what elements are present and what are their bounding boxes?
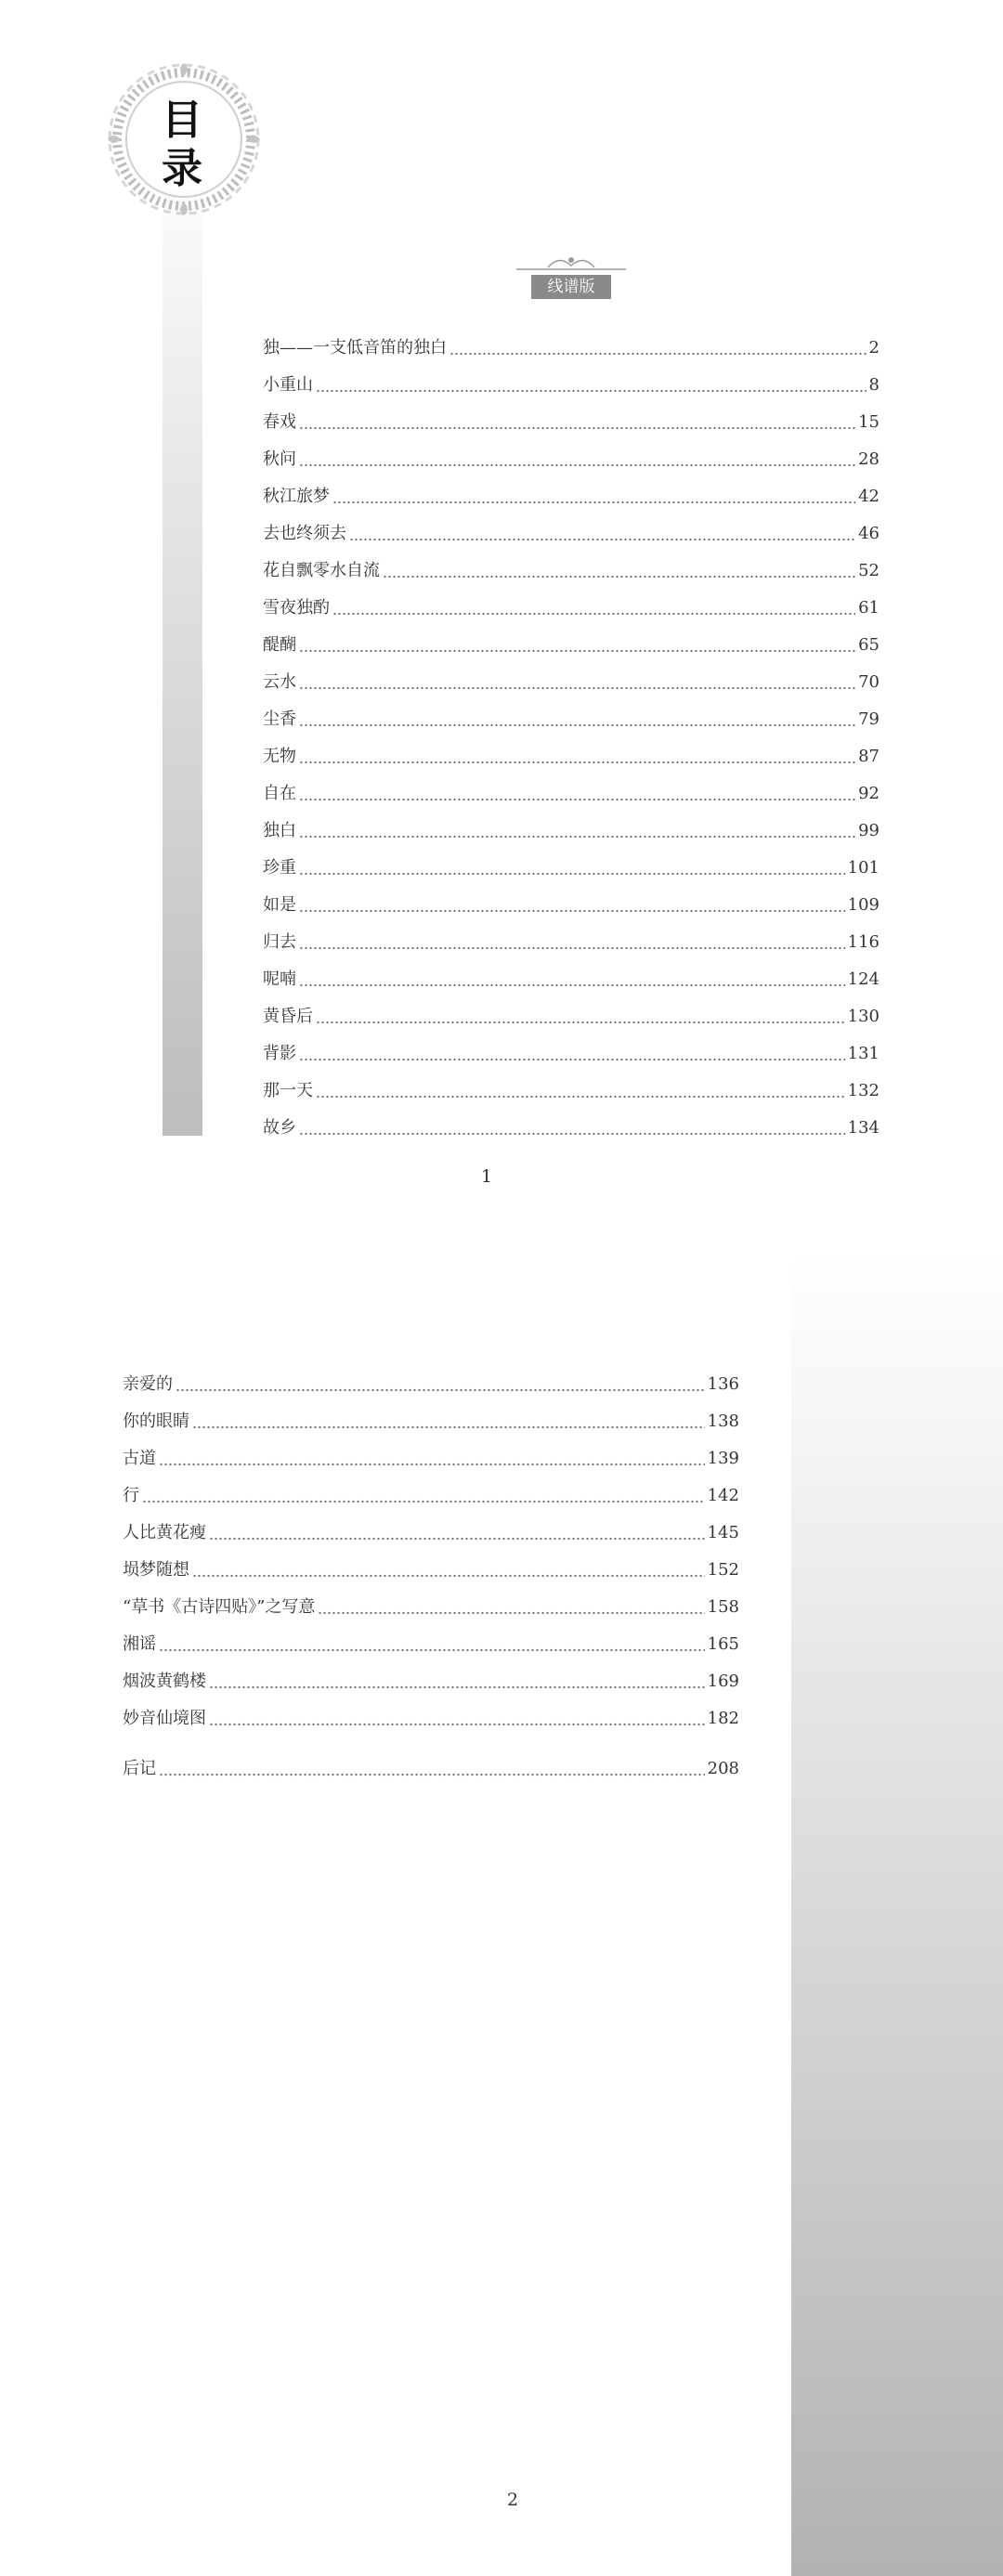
- toc-list-page-1: [263, 330, 879, 1147]
- leader-dots: [192, 1573, 705, 1579]
- toc-entry-page: 152: [707, 1560, 739, 1580]
- contents-heading-char-1: 目: [162, 97, 202, 144]
- toc-entry[interactable]: [263, 590, 879, 627]
- toc-spacer: [123, 1737, 739, 1750]
- leader-dots: [176, 1387, 705, 1393]
- leader-dots: [299, 834, 855, 839]
- toc-entry-page: 28: [858, 449, 879, 469]
- contents-heading-char-2: 录: [162, 145, 202, 192]
- leader-dots: [299, 1131, 845, 1137]
- toc-entry-page: 99: [858, 821, 879, 840]
- leader-dots: [209, 1685, 705, 1690]
- leader-dots: [332, 611, 855, 617]
- toc-entry-page: 142: [707, 1486, 739, 1505]
- toc-entry-page: 101: [847, 858, 879, 878]
- toc-entry-title: 独白: [263, 821, 296, 840]
- toc-entry[interactable]: [263, 924, 879, 961]
- leader-dots: [299, 425, 855, 431]
- toc-entry-page: 132: [847, 1081, 879, 1100]
- toc-entry[interactable]: [263, 664, 879, 701]
- toc-entry-title: 秋江旅梦: [263, 487, 330, 506]
- leader-dots: [209, 1722, 705, 1727]
- toc-entry-title: 埙梦随想: [123, 1560, 189, 1580]
- toc-entry[interactable]: [123, 1552, 739, 1589]
- toc-entry[interactable]: [123, 1663, 739, 1700]
- toc-entry-title: 如是: [263, 895, 296, 915]
- toc-entry-page: 145: [707, 1523, 739, 1542]
- edition-badge-group: [511, 251, 632, 306]
- toc-entry-title: 亲爱的: [123, 1374, 173, 1394]
- leader-dots: [299, 982, 845, 988]
- edition-badge: 线谱版: [531, 275, 611, 299]
- toc-entry-page: 8: [868, 375, 879, 395]
- leader-dots: [159, 1462, 705, 1467]
- toc-entry-page: 109: [847, 895, 879, 915]
- toc-entry[interactable]: [263, 998, 879, 1035]
- leader-dots: [299, 797, 855, 802]
- toc-entry-title: 春戏: [263, 412, 296, 432]
- toc-entry[interactable]: [123, 1440, 739, 1477]
- toc-entry[interactable]: [263, 553, 879, 590]
- toc-entry[interactable]: [263, 775, 879, 813]
- toc-entry-title: 秋问: [263, 449, 296, 469]
- toc-entry[interactable]: [123, 1477, 739, 1515]
- toc-entry-page: 46: [858, 524, 879, 543]
- toc-entry[interactable]: [263, 441, 879, 478]
- toc-entry-title: 烟波黄鹤楼: [123, 1672, 206, 1691]
- toc-entry-page: 134: [847, 1118, 879, 1138]
- toc-entry-page: 2: [868, 338, 879, 358]
- toc-entry-title: 行: [123, 1486, 139, 1505]
- leader-dots: [299, 648, 855, 654]
- toc-entry-page: 139: [707, 1449, 739, 1468]
- toc-entry-title: 古道: [123, 1449, 156, 1468]
- contents-heading: [156, 97, 208, 193]
- leader-dots: [209, 1536, 705, 1542]
- toc-entry[interactable]: [263, 627, 879, 664]
- leader-dots: [349, 537, 855, 542]
- toc-entry-page: 124: [847, 969, 879, 989]
- leader-dots: [299, 908, 845, 914]
- toc-entry[interactable]: [263, 813, 879, 850]
- leader-dots: [332, 500, 855, 505]
- leader-dots: [316, 1020, 845, 1025]
- toc-entry[interactable]: [123, 1589, 739, 1626]
- toc-entry-page: 65: [858, 635, 879, 655]
- toc-entry[interactable]: [263, 701, 879, 738]
- toc-entry[interactable]: [263, 367, 879, 404]
- toc-entry[interactable]: [263, 887, 879, 924]
- leader-dots: [299, 462, 855, 468]
- toc-entry-page: 15: [858, 412, 879, 432]
- toc-entry-afterword[interactable]: [123, 1750, 739, 1788]
- toc-entry-title: 无物: [263, 747, 296, 766]
- leader-dots: [299, 722, 855, 728]
- decorative-vertical-bar: [163, 139, 202, 1136]
- toc-entry-page: 208: [707, 1759, 739, 1778]
- toc-entry[interactable]: [263, 1110, 879, 1147]
- toc-entry-page: 42: [858, 487, 879, 506]
- toc-entry-page: 79: [858, 709, 879, 729]
- leader-dots: [299, 871, 845, 877]
- leader-dots: [383, 574, 855, 579]
- toc-entry[interactable]: [263, 1073, 879, 1110]
- toc-entry-title: 小重山: [263, 375, 313, 395]
- toc-entry-title: 你的眼睛: [123, 1412, 189, 1431]
- toc-entry-title: 独——一支低音笛的独白: [263, 338, 447, 358]
- decorative-side-panel: [791, 1255, 1003, 2576]
- toc-entry-page: 136: [707, 1374, 739, 1394]
- toc-entry[interactable]: [123, 1700, 739, 1737]
- toc-entry[interactable]: [123, 1515, 739, 1552]
- toc-entry-title: 尘香: [263, 709, 296, 729]
- leader-dots: [316, 1094, 845, 1099]
- toc-entry-title: 归去: [263, 932, 296, 952]
- toc-entry[interactable]: [123, 1626, 739, 1663]
- toc-entry-title: 故乡: [263, 1118, 296, 1138]
- toc-entry-page: 52: [858, 561, 879, 580]
- toc-entry-title: 花自飘零水自流: [263, 561, 380, 580]
- leader-dots: [318, 1610, 704, 1616]
- toc-entry[interactable]: [123, 1403, 739, 1440]
- toc-entry[interactable]: [263, 515, 879, 553]
- toc-entry-title: 后记: [123, 1759, 156, 1778]
- toc-entry-title: 醍醐: [263, 635, 296, 655]
- leader-dots: [299, 685, 855, 691]
- toc-entry-page: 61: [858, 598, 879, 618]
- leader-dots: [449, 351, 866, 357]
- toc-entry[interactable]: [263, 1035, 879, 1073]
- toc-entry-page: 116: [847, 932, 879, 952]
- leader-dots: [299, 945, 845, 951]
- toc-entry-page: 182: [707, 1709, 739, 1728]
- page-number: 1: [481, 1166, 493, 1187]
- toc-entry[interactable]: [263, 330, 879, 367]
- toc-entry-page: 70: [858, 672, 879, 692]
- toc-entry[interactable]: [263, 738, 879, 775]
- toc-entry-title: 妙音仙境图: [123, 1709, 206, 1728]
- page-number: 2: [507, 2490, 519, 2510]
- toc-entry-page: 131: [847, 1044, 879, 1063]
- leader-dots: [299, 760, 855, 765]
- toc-entry-title: 自在: [263, 784, 296, 803]
- toc-entry[interactable]: [263, 478, 879, 515]
- toc-entry-title: 呢喃: [263, 969, 296, 989]
- toc-entry[interactable]: [123, 1366, 739, 1403]
- toc-entry-title: 云水: [263, 672, 296, 692]
- flourish-ornament-icon: [511, 251, 632, 273]
- toc-entry-title: “草书《古诗四贴》”之写意: [123, 1597, 316, 1617]
- toc-entry-title: 那一天: [263, 1081, 313, 1100]
- toc-entry-page: 165: [707, 1634, 739, 1654]
- toc-entry[interactable]: [263, 850, 879, 887]
- leader-dots: [142, 1499, 705, 1504]
- leader-dots: [192, 1425, 705, 1430]
- toc-entry-title: 背影: [263, 1044, 296, 1063]
- leader-dots: [159, 1647, 705, 1653]
- toc-entry-title: 珍重: [263, 858, 296, 878]
- toc-entry-page: 138: [707, 1412, 739, 1431]
- toc-entry-page: 92: [858, 784, 879, 803]
- toc-entry-page: 158: [707, 1597, 739, 1617]
- leader-dots: [299, 1057, 845, 1062]
- toc-entry-page: 169: [707, 1672, 739, 1691]
- toc-list-page-2: [123, 1366, 739, 1788]
- leader-dots: [159, 1772, 705, 1777]
- toc-entry[interactable]: [263, 404, 879, 441]
- toc-entry-title: 去也终须去: [263, 524, 346, 543]
- leader-dots: [316, 388, 866, 394]
- toc-entry-title: 雪夜独酌: [263, 598, 330, 618]
- toc-entry[interactable]: [263, 961, 879, 998]
- contents-page-1: [0, 0, 1003, 1255]
- toc-entry-page: 130: [847, 1007, 879, 1026]
- toc-entry-title: 黄昏后: [263, 1007, 313, 1026]
- toc-entry-title: 人比黄花瘦: [123, 1523, 206, 1542]
- toc-entry-page: 87: [858, 747, 879, 766]
- toc-entry-title: 湘谣: [123, 1634, 156, 1654]
